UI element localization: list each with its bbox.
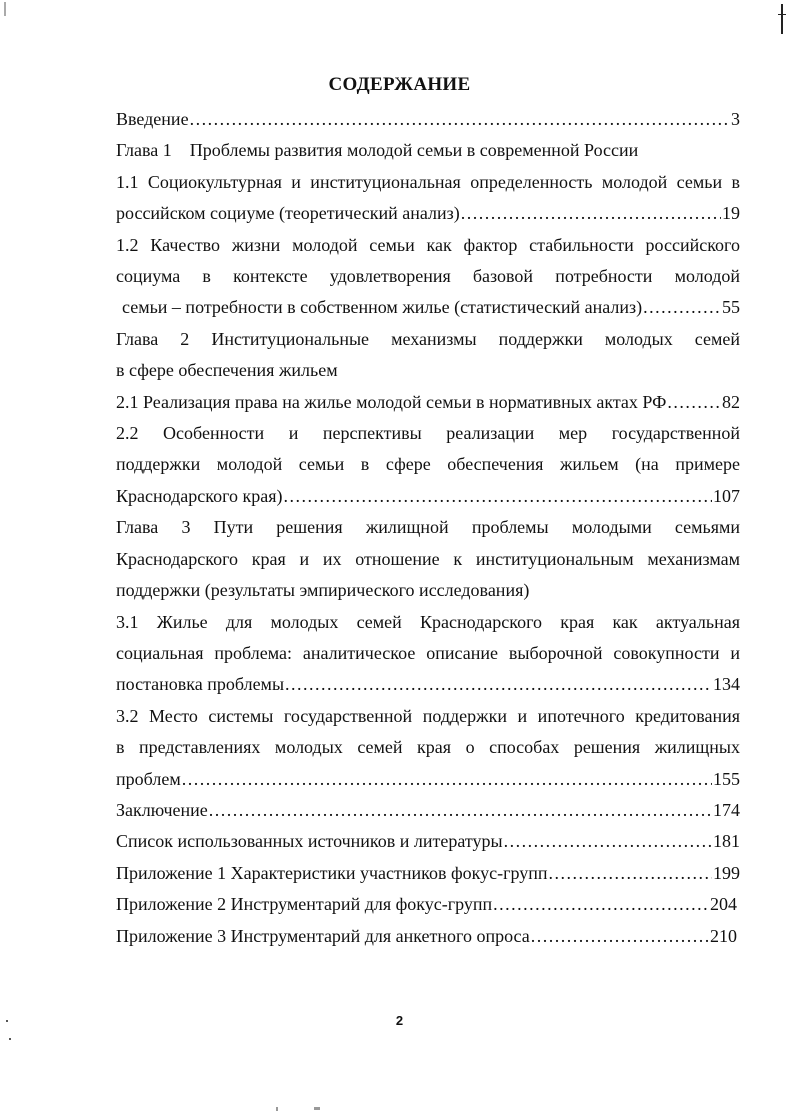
toc-page-number: 82 [722, 391, 740, 412]
toc-section-3-2[interactable] [116, 701, 740, 795]
dot-leader [667, 387, 721, 418]
toc-page-number: 174 [713, 799, 740, 820]
chapter-title: Проблемы развития молодой семьи в современной России [189, 140, 639, 161]
toc-entry-line: Глава 2 Институциональные механизмы поддержки молодых семей [116, 328, 740, 349]
toc-entry-line: 2.2 Особенности и перспективы реализации мер государственной [116, 423, 740, 444]
toc-section-1-1[interactable] [116, 167, 740, 230]
toc-entry-line: 3.2 Место системы государственной поддержки и ипотечного кредитования [116, 705, 740, 726]
page-title: СОДЕРЖАНИЕ [328, 74, 471, 95]
dot-leader [285, 669, 712, 700]
toc-entry-appendix-1[interactable] [116, 858, 740, 889]
dot-leader [504, 826, 712, 857]
toc-entry-label: Приложение 1 Характеристики участников фокус-групп [116, 862, 548, 883]
toc-page-number: 210 [710, 925, 737, 946]
toc-entry-label: российском социуме (теоретический анализ) [116, 203, 460, 224]
page-number: 2 [395, 1013, 404, 1028]
dot-leader [284, 481, 712, 512]
toc-page-number: 155 [713, 768, 740, 789]
dot-leader [190, 104, 730, 135]
toc-entry-line-last [116, 481, 740, 512]
scan-artifact [778, 14, 786, 15]
scan-artifact [314, 1107, 320, 1110]
toc-entry-line: 3.1 Жилье для молодых семей Краснодарского края как актуальная [116, 611, 740, 632]
toc-entry-line: поддержки молодой семьи в сфере обеспечения жильем (на примере [116, 454, 740, 475]
toc-section-2-1[interactable] [116, 387, 740, 418]
toc-entry-appendix-2[interactable] [116, 889, 737, 920]
toc-entry-label: проблем [116, 768, 181, 789]
scan-artifact [6, 1020, 8, 1022]
toc-entry-label: Введение [116, 109, 189, 129]
toc-entry-line: в представлениях молодых семей края о способах решения жилищных [116, 737, 740, 758]
toc-chapter-2[interactable] [116, 324, 740, 387]
dot-leader [549, 858, 713, 889]
toc-page-number: 134 [713, 674, 740, 695]
dot-leader [493, 889, 709, 920]
toc-entry-label: Заключение [116, 799, 208, 820]
toc-page-number: 181 [713, 831, 740, 852]
dot-leader [182, 764, 712, 795]
toc-page-number: 204 [710, 894, 737, 915]
toc-entry-line-last [116, 764, 740, 795]
toc-entry-line-last [116, 669, 740, 700]
toc-entry-line: 1.2 Качество жизни молодой семьи как фактор стабильности российского [116, 234, 740, 255]
scan-artifact [4, 2, 6, 16]
toc-entry-sources[interactable] [116, 826, 740, 857]
toc-entry-line: социума в контексте удовлетворения базовой потребности молодой [116, 266, 740, 287]
toc-page-number: 107 [713, 485, 740, 506]
toc-entry-line-last [116, 292, 740, 323]
dot-leader [461, 198, 721, 229]
dot-leader [643, 292, 721, 323]
toc-entry-label: Приложение 3 Инструментарий для анкетного опроса [116, 925, 530, 946]
toc-section-1-2[interactable] [116, 230, 740, 324]
toc-entry-line-last [116, 198, 740, 229]
toc-page-number: 55 [722, 297, 740, 318]
toc-entry-line: в сфере обеспечения жильем [116, 360, 338, 381]
toc-section-3-1[interactable] [116, 607, 740, 701]
toc-entry-label: Приложение 2 Инструментарий для фокус-групп [116, 894, 493, 915]
dot-leader [531, 921, 709, 952]
toc-entry-label: Список использованных источников и литературы [116, 831, 503, 852]
toc-entry-line: социальная проблема: аналитическое описание выборочной совокупности и [116, 642, 740, 663]
toc-page-number: 199 [713, 862, 740, 883]
chapter-number: Глава 1 [116, 140, 172, 161]
toc-entry-label: семьи – потребности в собственном жилье (статистический анализ) [122, 297, 643, 318]
scan-artifact [276, 1107, 278, 1111]
scan-artifact [9, 1038, 11, 1040]
toc-entry-line: Краснодарского края и их отношение к институциональным механизмам [116, 548, 740, 569]
toc-chapter-1[interactable] [116, 135, 740, 166]
toc-entry-conclusion[interactable] [116, 795, 740, 826]
toc-entry-appendix-3[interactable] [116, 921, 737, 952]
toc-page-number: 19 [722, 203, 740, 224]
toc-entry-label: постановка проблемы [116, 674, 285, 695]
toc-section-2-2[interactable] [116, 418, 740, 512]
toc-entry-line: 1.1 Социокультурная и институциональная определенность молодой семьи в [116, 171, 740, 192]
toc-entry-line: Глава 3 Пути решения жилищной проблемы молодыми семьями [116, 517, 740, 538]
scan-artifact [781, 4, 783, 34]
toc-page-number: 3 [731, 109, 740, 129]
toc-entry-line: поддержки (результаты эмпирического исследования) [116, 580, 530, 601]
table-of-contents [116, 104, 740, 952]
toc-entry-label: 2.1 Реализация права на жилье молодой семьи в нормативных актах РФ [116, 391, 667, 412]
toc-entry-label: Краснодарского края) [116, 485, 283, 506]
toc-chapter-3[interactable] [116, 512, 740, 606]
toc-entry-intro[interactable] [116, 104, 740, 135]
dot-leader [209, 795, 712, 826]
